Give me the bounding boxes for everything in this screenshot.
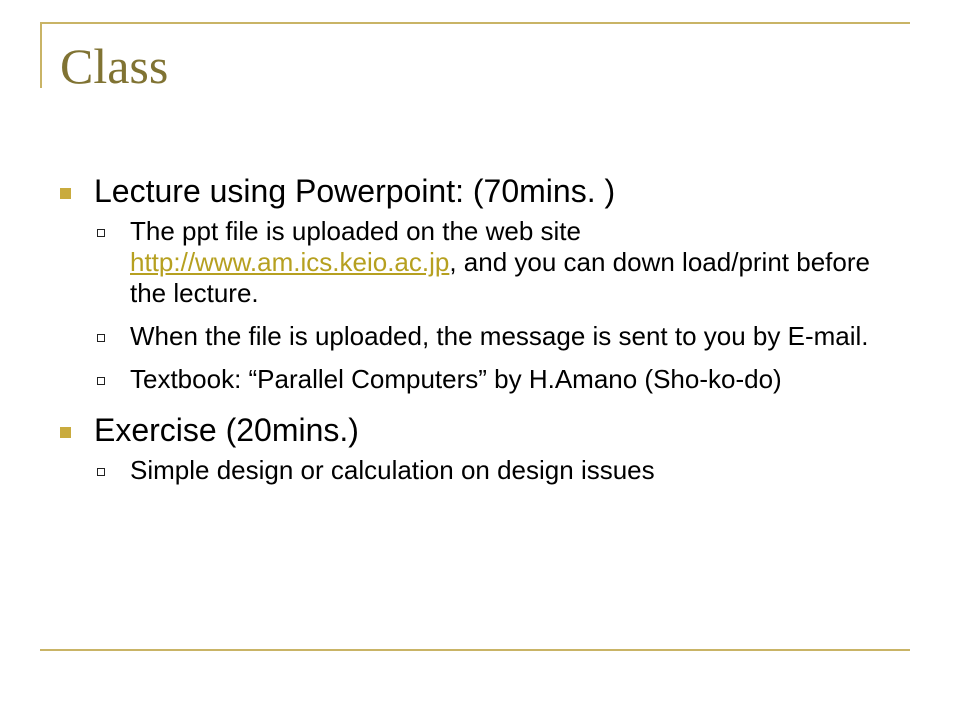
frame-top-rule — [40, 22, 910, 24]
bullet-lecture — [60, 172, 880, 395]
sub-item-upload — [94, 216, 880, 309]
frame-left-rule — [40, 22, 42, 88]
square-bullet-icon — [60, 427, 71, 438]
hollow-square-bullet-icon — [97, 377, 105, 385]
sub-list — [94, 216, 880, 395]
sub-item-email — [94, 321, 880, 352]
bullet-exercise — [60, 411, 880, 486]
sub-item-design — [94, 455, 880, 486]
website-link[interactable]: http://www.am.ics.keio.ac.jp — [130, 247, 450, 277]
sub-item-text: Textbook: “Parallel Computers” by H.Amano (Sho-ko-do) — [130, 364, 782, 394]
hollow-square-bullet-icon — [97, 468, 105, 476]
slide-content — [60, 172, 880, 498]
sub-list — [94, 455, 880, 486]
bullet-text: Exercise (20mins.) — [94, 412, 359, 448]
sub-item-text: When the file is uploaded, the message is sent to you by E-mail. — [130, 321, 869, 351]
bullet-text: Lecture using Powerpoint: (70mins. ) — [94, 173, 616, 209]
hollow-square-bullet-icon — [97, 334, 105, 342]
sub-item-text-after: , and you can down load/print before the lecture. — [130, 247, 870, 308]
sub-item-text: Simple design or calculation on design issues — [130, 455, 655, 485]
square-bullet-icon — [60, 188, 71, 199]
frame-bottom-rule — [40, 649, 910, 651]
slide-title: Class — [60, 38, 169, 94]
sub-item-text-before: The ppt file is uploaded on the web site — [130, 216, 581, 246]
sub-item-textbook — [94, 364, 880, 395]
hollow-square-bullet-icon — [97, 229, 105, 237]
